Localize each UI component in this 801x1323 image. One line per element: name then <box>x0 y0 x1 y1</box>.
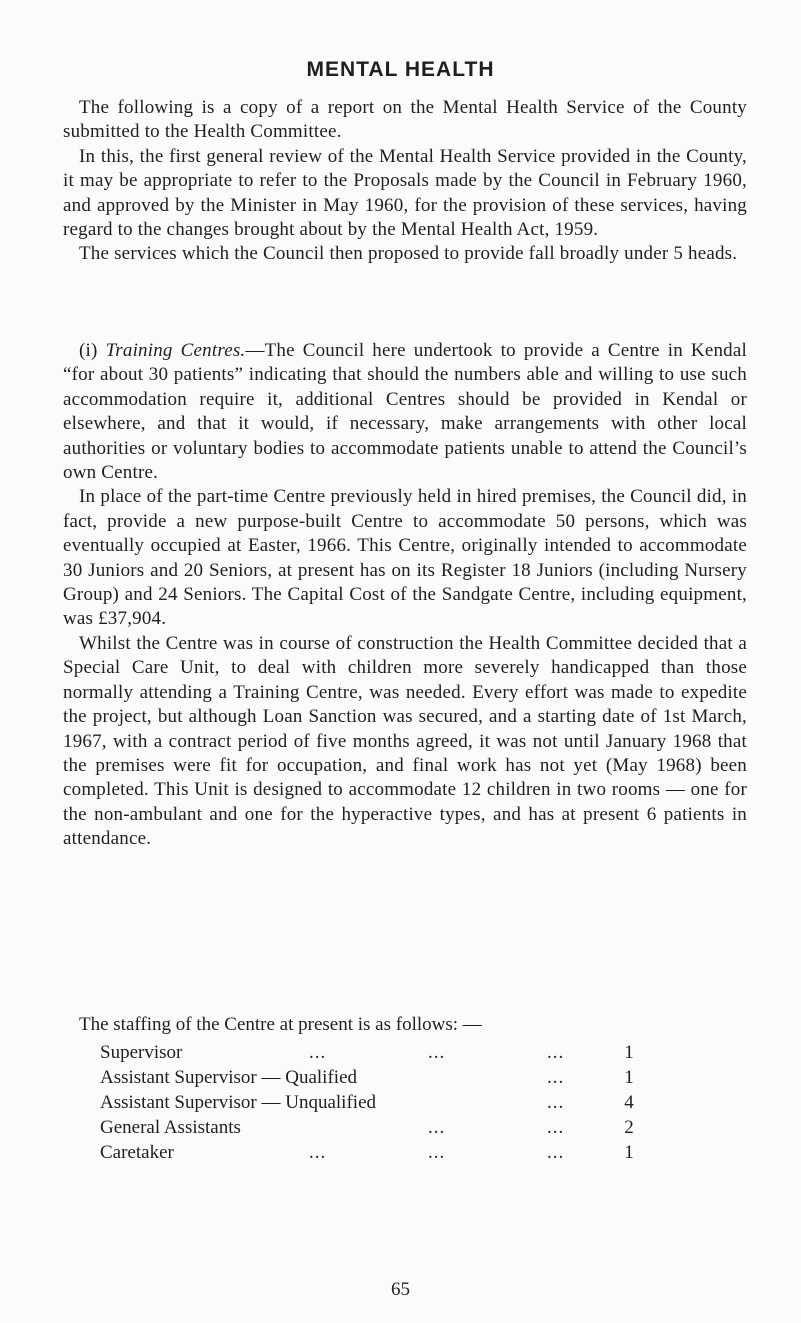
staff-count: 1 <box>624 1142 634 1164</box>
staffing-row <box>63 1091 747 1116</box>
page-title: MENTAL HEALTH <box>306 58 495 81</box>
staffing-row <box>63 1041 747 1066</box>
staff-count: 4 <box>624 1092 634 1114</box>
leader-dots: ... <box>428 1042 446 1064</box>
intro-paragraph-3: The services which the Council then proposed to provide fall broadly under 5 heads. <box>79 243 738 265</box>
staff-role: General Assistants <box>100 1117 241 1139</box>
section-i-paragraph-1-text: —The Council here undertook to provide a Centre in Kendal “for about 30 patients” indicating that should the numbers able and willing to use such accommodation require it, additional Centres should be provided in Kendal or elsewhere, and that it would, if necessary, make arrangements with other local authorities or voluntary bodies to accommodate patients unable to attend the Council’s own Centre. <box>63 340 747 484</box>
section-number: (i) <box>79 340 98 361</box>
leader-dots: ... <box>547 1092 565 1114</box>
staffing-table <box>63 1013 747 1166</box>
staff-role: Assistant Supervisor — Unqualified <box>100 1092 377 1114</box>
section-i-paragraph-2: In place of the part-time Centre previously held in hired premises, the Council did, in fact, provide a new purpose-built Centre to accommodate 50 persons, which was eventually occupied at Easter, 1966. This Centre, originally intended to accommodate 30 Juniors and 20 Seniors, at present has on its Register 18 Juniors (including Nursery Group) and 24 Seniors. The Capital Cost of the Sandgate Centre, including equipment, was £37,904. <box>63 486 747 630</box>
leader-dots: ... <box>547 1042 565 1064</box>
section-heading: Training Centres. <box>105 340 246 361</box>
leader-dots: ... <box>547 1067 565 1089</box>
intro-paragraph-2: In this, the first general review of the Mental Health Service provided in the County, it may be appropriate to refer to the Proposals made by the Council in February 1960, and approved by the Minister in May 1960, for the provision of these services, having regard to the changes brought about by the Mental Health Act, 1959. <box>63 145 747 241</box>
staff-role: Supervisor <box>100 1042 183 1064</box>
staff-count: 1 <box>624 1042 634 1064</box>
leader-dots: ... <box>428 1142 446 1164</box>
intro-section <box>63 96 747 267</box>
leader-dots: ... <box>428 1117 446 1139</box>
intro-paragraph-1: The following is a copy of a report on the Mental Health Service of the County submitted to the Health Committee. <box>63 97 747 143</box>
section-i-paragraph-1 <box>63 339 747 485</box>
staff-role: Caretaker <box>100 1142 174 1164</box>
staff-count: 2 <box>624 1117 634 1139</box>
staffing-row <box>63 1141 747 1166</box>
staffing-intro: The staffing of the Centre at present is as follows: — <box>79 1014 482 1035</box>
staffing-row <box>63 1066 747 1091</box>
leader-dots: ... <box>309 1042 327 1064</box>
leader-dots: ... <box>547 1117 565 1139</box>
section-training-centres <box>63 339 747 852</box>
staff-count: 1 <box>624 1067 634 1089</box>
page-number: 65 <box>391 1279 410 1300</box>
staffing-row <box>63 1116 747 1141</box>
staff-role: Assistant Supervisor — Qualified <box>100 1067 358 1089</box>
leader-dots: ... <box>547 1142 565 1164</box>
section-i-paragraph-3: Whilst the Centre was in course of construction the Health Committee decided that a Special Care Unit, to deal with children more severely handicapped than those normally attending a Training Centre, was needed. Every effort was made to expedite the project, but although Loan Sanction was secured, and a starting date of 1st March, 1967, with a contract period of five months agreed, it was not until January 1968 that the premises were fit for occupation, and final work has not yet (May 1968) been completed. This Unit is designed to accommodate 12 children in two rooms — one for the non-ambulant and one for the hyperactive types, and has at present 6 patients in attendance. <box>63 632 747 850</box>
leader-dots: ... <box>309 1142 327 1164</box>
